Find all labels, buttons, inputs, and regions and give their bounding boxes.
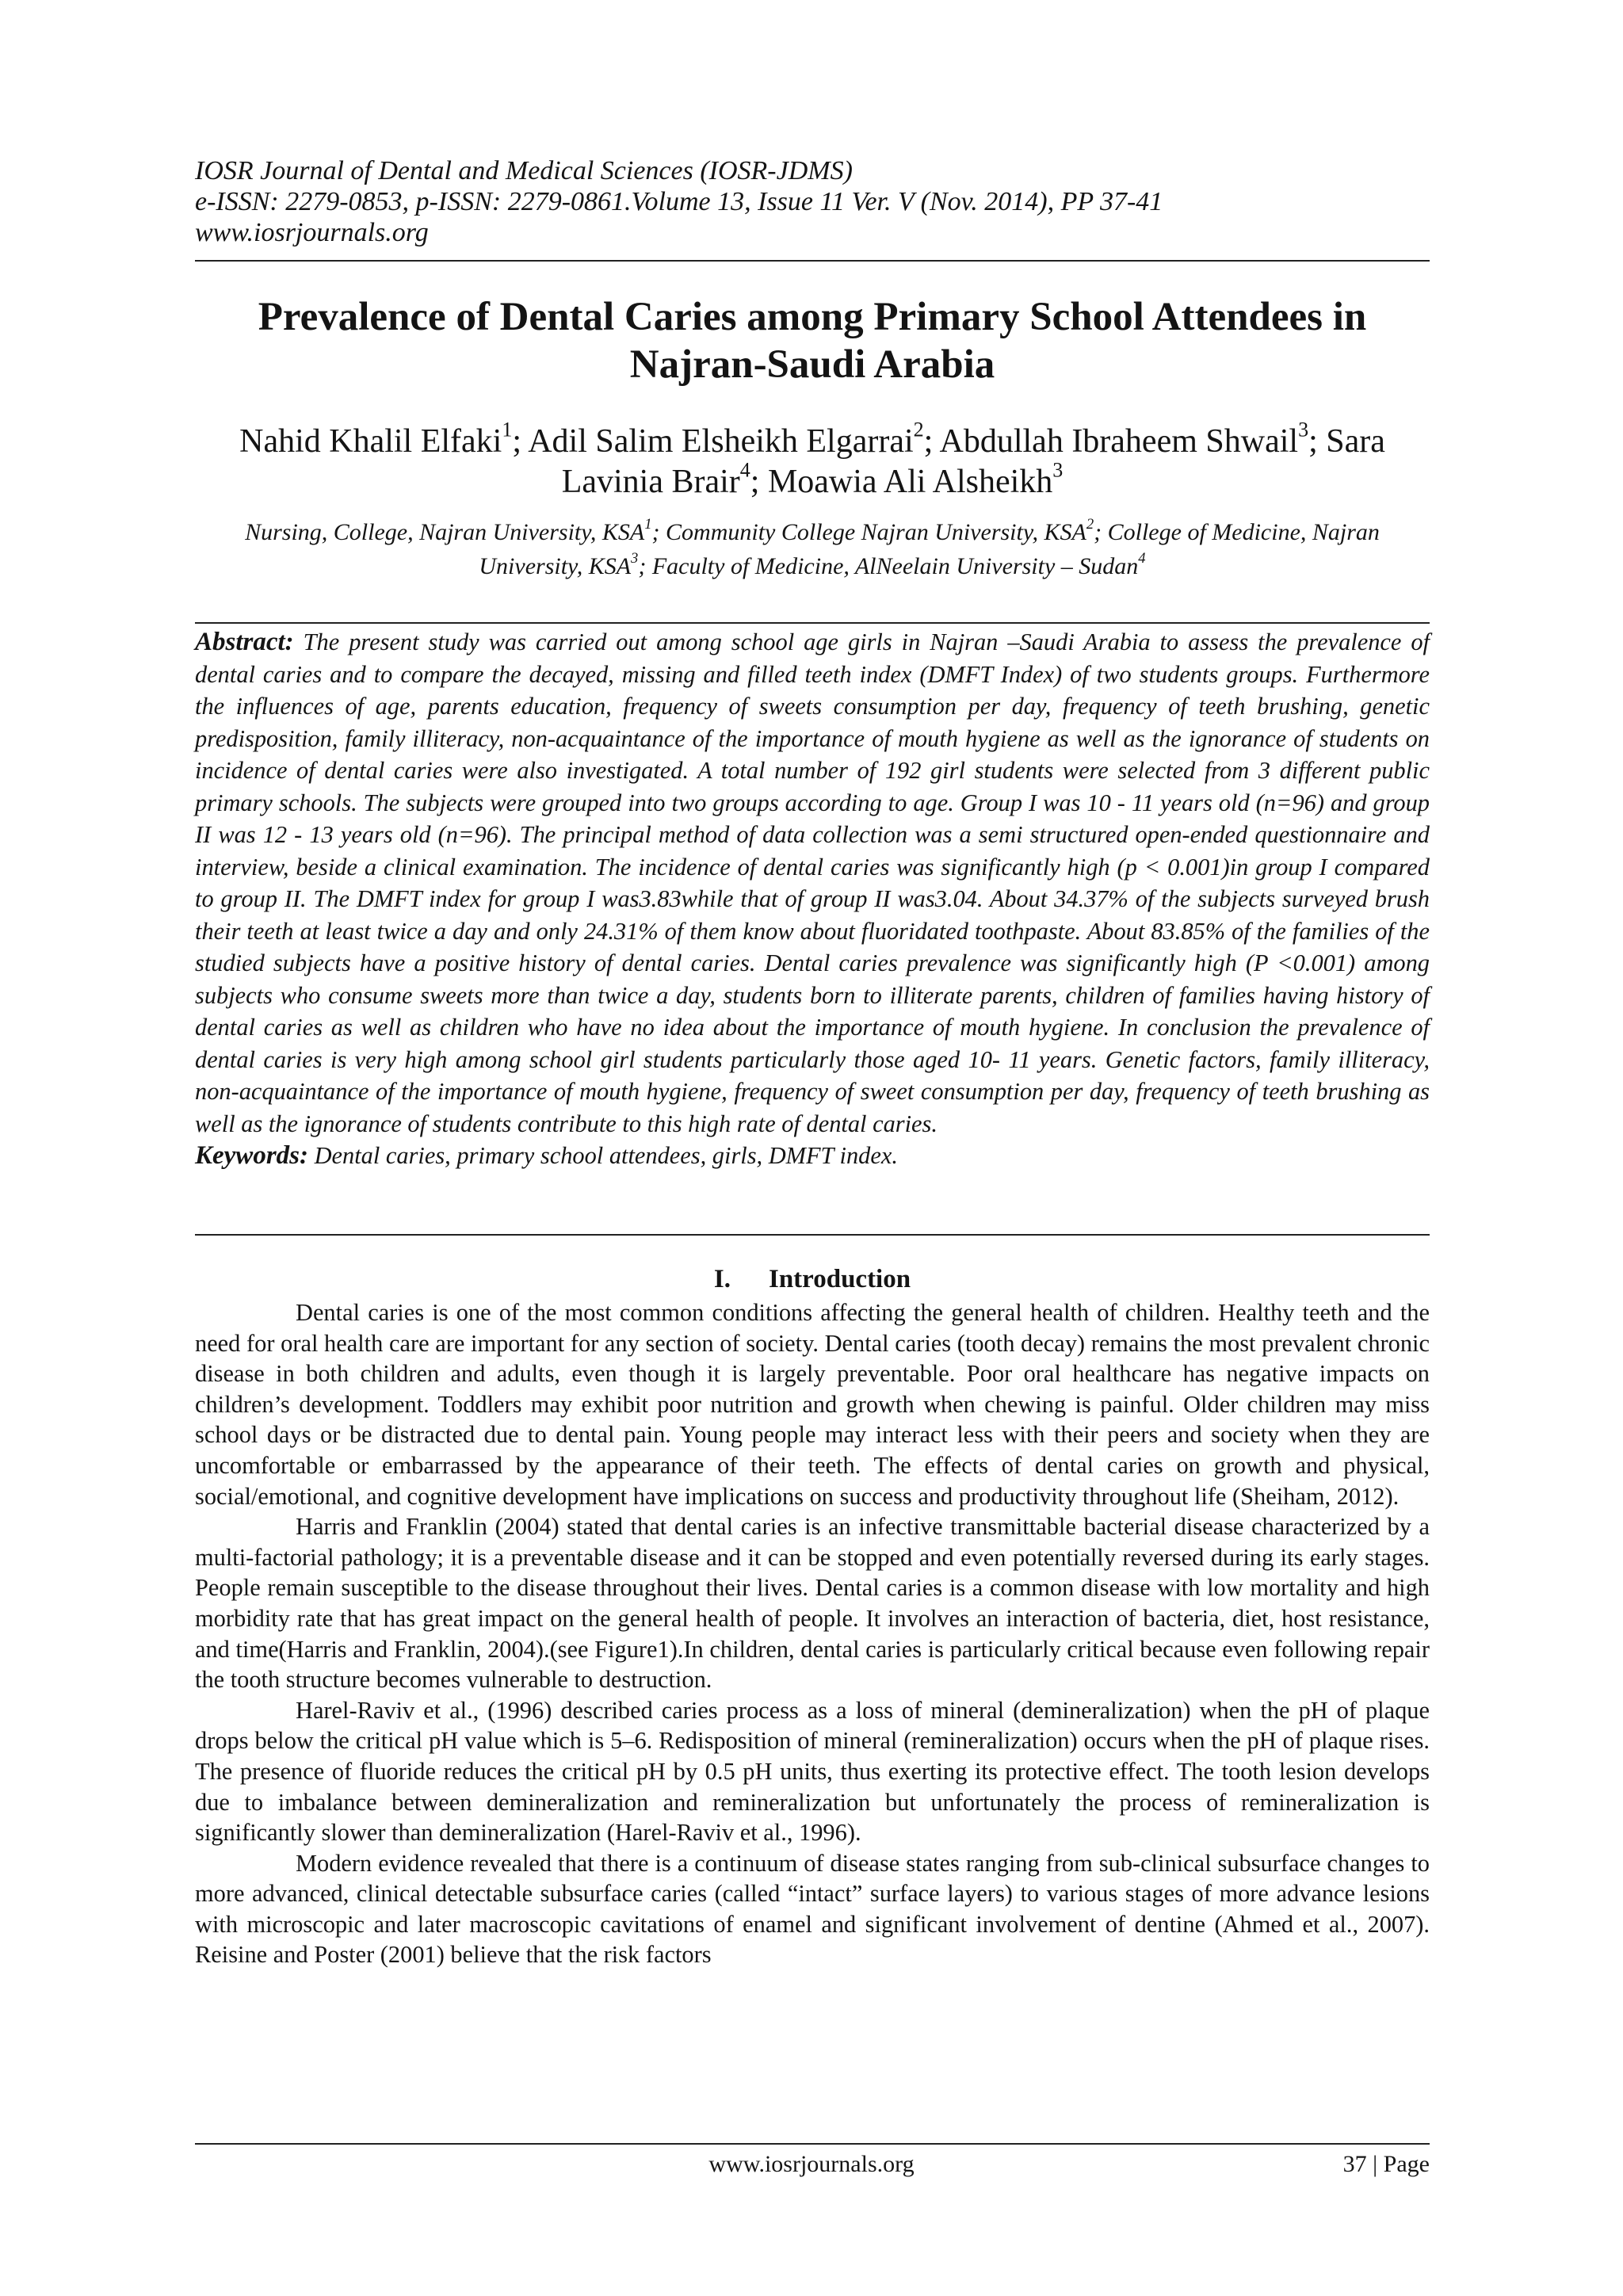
- page-number: 37 | Page: [1342, 2151, 1430, 2177]
- keywords: [195, 1140, 1430, 1172]
- affiliation: ; College of Medicine, Najran University, KSA: [479, 519, 1380, 579]
- body-paragraph: Modern evidence revealed that there is a continuum of disease states ranging from sub-clinical subsurface changes to more advanced, clinical detectable subsurface caries (called “intact” surface layers) to various stages of more advance lesions with microscopic and later macroscopic cavitations of enamel and significant involvement of dentine (Ahmed et al., 2007). Reisine and Poster (2001) believe that the risk factors: [195, 1849, 1430, 1969]
- journal-name: IOSR Journal of Dental and Medical Sciences (IOSR-JDMS): [195, 156, 853, 185]
- author-affiliation-mark: 4: [739, 458, 750, 482]
- affiliation-mark: 1: [644, 516, 652, 533]
- section-body: [195, 1297, 1430, 1970]
- author-name: ; Sara Lavinia Brair: [561, 423, 1385, 500]
- author-affiliation-mark: 3: [1298, 418, 1309, 441]
- body-paragraph: Dental caries is one of the most common conditions affecting the general health of children. Healthy teeth and the need for oral health care are important for any section of society. Dental caries (tooth decay) remains the most prevalent chronic disease in both children and adults, even though it is largely preventable. Poor oral healthcare has negative impacts on children’s development. Toddlers may exhibit poor nutrition and growth when chewing is painful. Older children may miss school days or be distracted due to dental pain. Young people may interact less with their peers and society when they are uncomfortable or embarrassed by the appearance of their teeth. The effects of dental caries on growth and physical, social/emotional, and cognitive development have implications on success and productivity throughout life (Sheiham, 2012).: [195, 1299, 1430, 1510]
- abstract: [195, 626, 1430, 1172]
- footer-website[interactable]: www.iosrjournals.org: [708, 2151, 915, 2177]
- abstract-body: [195, 626, 1430, 1140]
- section-number: I.: [713, 1265, 731, 1293]
- abstract-text: The present study was carried out among school age girls in Najran –Saudi Arabia to assess the prevalence of dental caries and to compare the decayed, missing and filled teeth index (DMFT Index) of two students groups. Furthermore the influences of age, parents education, frequency of sweets consumption per day, frequency of teeth brushing, genetic predisposition, family illiteracy, non-acquaintance of the importance of mouth hygiene as well as the ignorance of students on incidence of dental caries were also investigated. A total number of 192 girl students were selected from 3 different public primary schools. The subjects were grouped into two groups according to age. Group I was 10 - 11 years old (n=96) and group II was 12 - 13 years old (n=96). The principal method of data collection was a semi structured open-ended questionnaire and interview, beside a clinical examination. The incidence of dental caries was significantly high (p < 0.001)in group I compared to group II. The DMFT index for group I was3.83while that of group II was3.04. About 34.37% of the subjects surveyed brush their teeth at least twice a day and only 24.31% of them know about fluoridated toothpaste. About 83.85% of the families of the studied subjects have a positive history of dental caries. Dental caries prevalence was significantly high (P <0.001) among subjects who consume sweets more than twice a day, students born to illiterate parents, children of families having history of dental caries as well as children who have no idea about the importance of mouth hygiene. In conclusion the prevalence of dental caries is very high among school girl students particularly those aged 10- 11 years. Genetic factors, family illiteracy, non-acquaintance of the importance of mouth hygiene, frequency of sweet consumption per day, frequency of teeth brushing as well as the ignorance of students contribute to this high rate of dental caries.: [195, 628, 1430, 1137]
- author-name: ; Abdullah Ibraheem Shwail: [923, 423, 1299, 460]
- section-heading: [195, 1263, 1430, 1295]
- author-name: Nahid Khalil Elfaki: [239, 423, 502, 460]
- header-divider: [195, 260, 1430, 262]
- affiliation-mark: 2: [1086, 516, 1094, 533]
- affiliation-list: [195, 515, 1430, 583]
- footer-divider: [195, 2143, 1430, 2145]
- author-name: ; Adil Salim Elsheikh Elgarrai: [512, 423, 914, 460]
- journal-header: [195, 155, 1430, 248]
- body-paragraph: Harris and Franklin (2004) stated that dental caries is an infective transmittable bacterial disease characterized by a multi-factorial pathology; it is a preventable disease and it can be stopped and even potentially reversed during its early stages. People remain susceptible to the disease throughout their lives. Dental caries is a common disease with low mortality and high morbidity rate that has great impact on the general health of people. It involves an interaction of bacteria, diet, host resistance, and time(Harris and Franklin, 2004).(see Figure1).In children, dental caries is particularly critical because even following repair the tooth structure becomes vulnerable to destruction.: [195, 1513, 1430, 1694]
- affiliation-mark: 4: [1138, 550, 1146, 567]
- abstract-top-divider: [195, 622, 1430, 624]
- keywords-label: Keywords:: [195, 1141, 308, 1170]
- affiliation-mark: 3: [631, 550, 639, 567]
- journal-website[interactable]: www.iosrjournals.org: [195, 218, 429, 247]
- author-affiliation-mark: 2: [913, 418, 924, 441]
- author-affiliation-mark: 3: [1052, 458, 1064, 482]
- affiliation: Nursing, College, Najran University, KSA: [245, 519, 645, 545]
- section-title: Introduction: [768, 1265, 911, 1293]
- author-affiliation-mark: 1: [502, 418, 513, 441]
- author-list: [195, 418, 1430, 502]
- keywords-text: Dental caries, primary school attendees, girls, DMFT index.: [308, 1142, 898, 1169]
- abstract-bottom-divider: [195, 1234, 1430, 1236]
- abstract-label: Abstract:: [195, 628, 294, 656]
- body-paragraph: Harel-Raviv et al., (1996) described caries process as a loss of mineral (demineralization) when the pH of plaque drops below the critical pH value which is 5–6. Redisposition of mineral (remineralization) occurs when the pH of plaque rises. The presence of fluoride reduces the critical pH by 0.5 pH units, thus exerting its protective effect. The tooth lesion develops due to imbalance between demineralization and remineralization but unfortunately the process of remineralization is significantly slower than demineralization (Harel-Raviv et al., 1996).: [195, 1696, 1430, 1847]
- affiliation: ; Community College Najran University, KSA: [651, 519, 1086, 545]
- journal-issn: e-ISSN: 2279-0853, p-ISSN: 2279-0861.Volume 13, Issue 11 Ver. V (Nov. 2014), PP 37-41: [195, 187, 1163, 216]
- author-name: ; Moawia Ali Alsheikh: [750, 464, 1053, 500]
- affiliation: ; Faculty of Medicine, AlNeelain University – Sudan: [638, 553, 1139, 579]
- paper-title: Prevalence of Dental Caries among Primary School Attendees in Najran-Saudi Arabia: [258, 295, 1367, 387]
